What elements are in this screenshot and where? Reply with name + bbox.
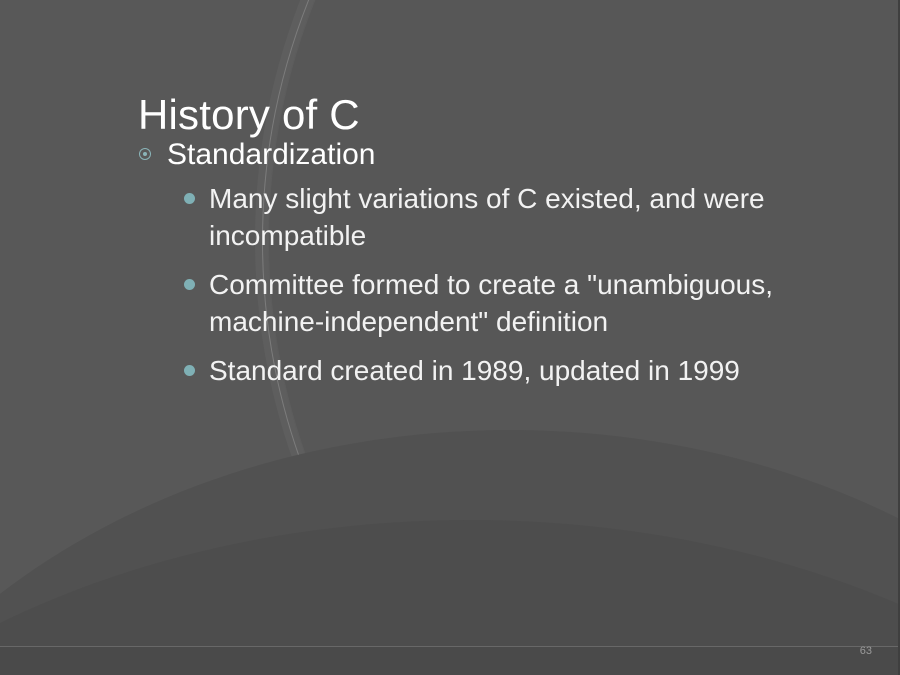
outline-level2-list <box>184 180 898 390</box>
slide-page-number: 63 <box>859 645 872 657</box>
slide-body <box>138 136 898 402</box>
dot-bullet-icon <box>184 193 195 204</box>
outline-level1-item <box>138 136 898 174</box>
list-item <box>184 266 898 340</box>
dot-bullet-icon <box>184 365 195 376</box>
slide-title: History of C <box>138 91 360 138</box>
ring-bullet-icon <box>138 147 154 163</box>
list-item <box>184 352 898 389</box>
dot-bullet-icon <box>184 279 195 290</box>
outline-level2-label: Many slight variations of C existed, and were incompatible <box>209 182 765 251</box>
outline-level2-label: Committee formed to create a "unambiguous, machine-independent" definition <box>209 268 773 338</box>
list-item <box>184 180 898 254</box>
outline-level2-label: Standard created in 1989, updated in 1999 <box>209 355 740 387</box>
outline-level1-label: Standardization <box>167 138 376 171</box>
